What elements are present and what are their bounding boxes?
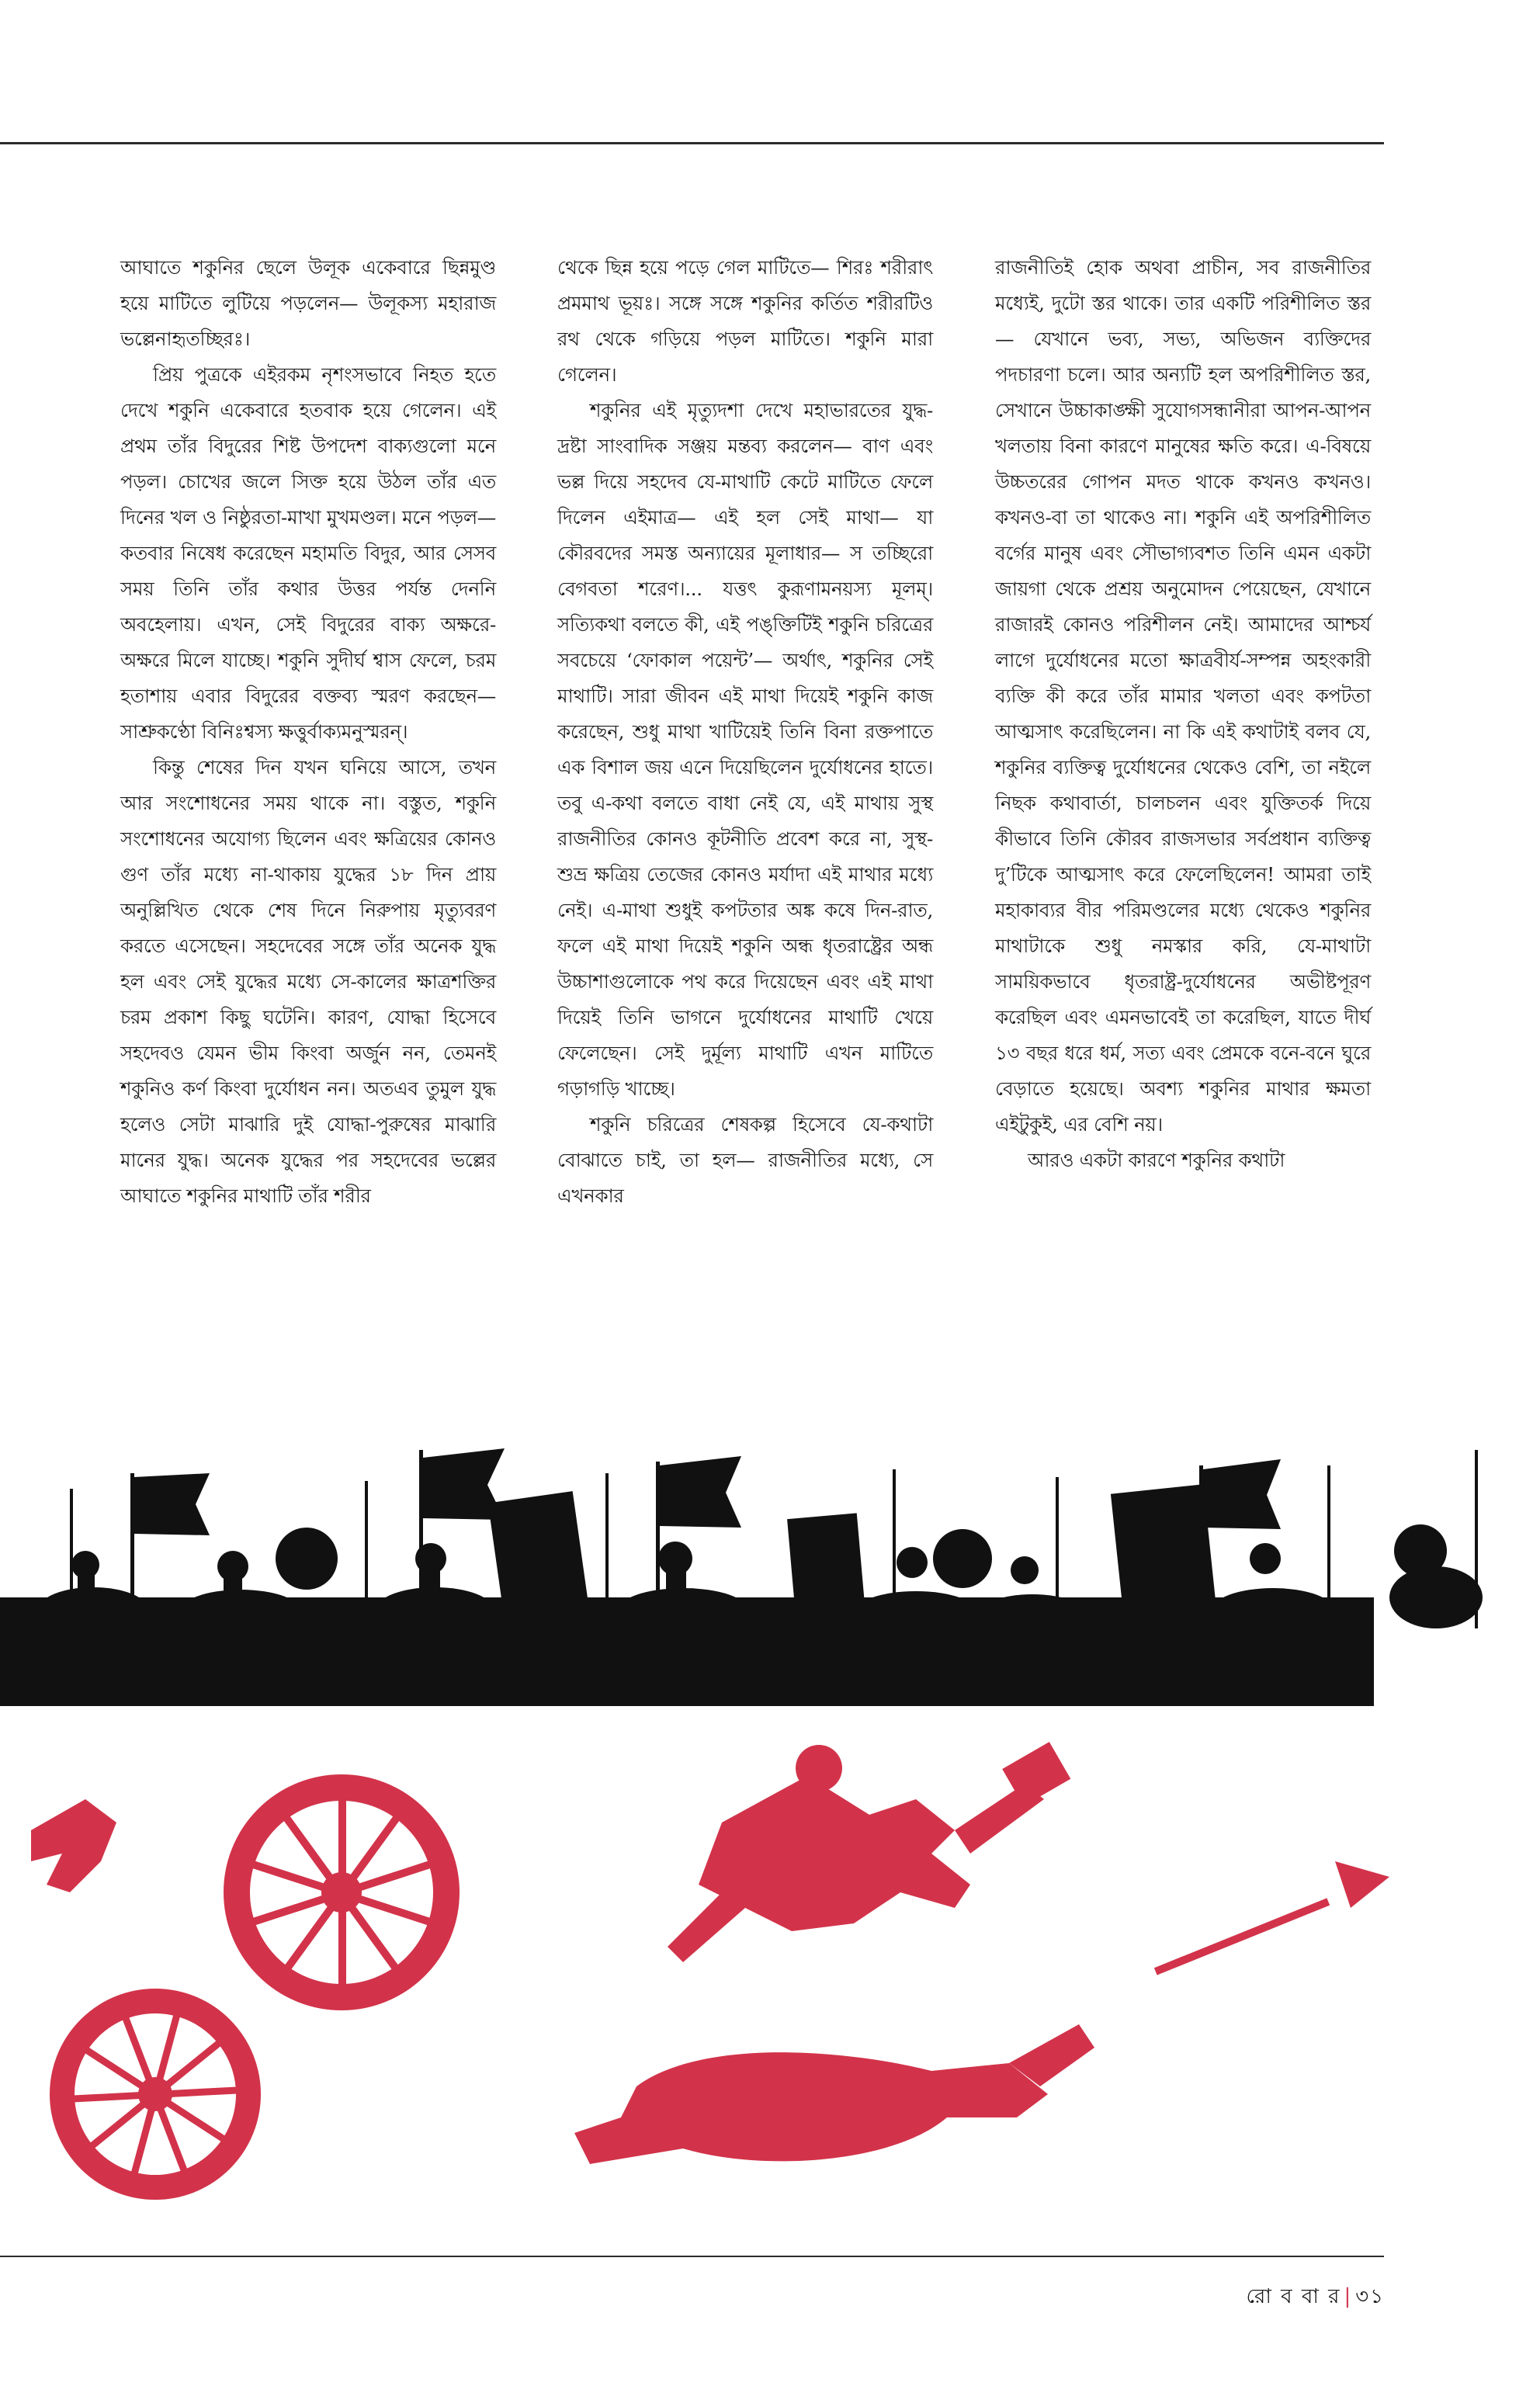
magazine-name: রো ব বা র: [1246, 2285, 1341, 2308]
paragraph: রাজনীতিই হোক অথবা প্রাচীন, সব রাজনীতির মধ্যেই, দুটো স্তর থাকে। তার একটি পরিশীলিত স্তর— যেখানে ভব্য, সভ্য, অভিজন ব্যক্তিদের পদচারণা চলে। আর অন্যটি হল অপরিশীলিত স্তর, সেখানে উচ্চাকাঙ্ক্ষী সুযোগসন্ধানীরা আপন-আপন খলতায় বিনা কারণে মানুষের ক্ষতি করে। এ-বিষয়ে উচ্চতরের গোপন মদত থাকে কখনও কখনও। কখনও-বা তা থাকেও না। শকুনি এই অপরিশীলিত বর্গের মানুষ এবং সৌভাগ্যবশত তিনি এমন একটা জায়গা থেকে প্রশ্রয় অনুমোদন পেয়েছেন, যেখানে রাজারই কোনও পরিশীলন নেই। আমাদের আশ্চর্য লাগে দুর্যোধনের মতো ক্ষাত্রবীর্য-সম্পন্ন অহংকারী ব্যক্তি কী করে তাঁর মামার খলতা এবং কপটতা আত্মসাৎ করেছিলেন। না কি এই কথাটাই বলব যে, শকুনির ব্যক্তিত্ব দুর্যোধনের থেকেও বেশি, তা নইলে নিছক কথাবার্তা, চালচলন এবং যুক্তিতর্ক দিয়ে কীভাবে তিনি কৌরব রাজসভার সর্বপ্রধান ব্যক্তিত্ব দু’টিকে আত্মসাৎ করে ফেলেছিলেন! আমরা তাই মহাকাব্যর বীর পরিমণ্ডলের মধ্যে থেকেও শকুনির মাথাটাকে শুধু নমস্কার করি, যে-মাথাটা সাময়িকভাবে ধৃতরাষ্ট্র-দুর্যোধনের অভীষ্টপূরণ করেছিল এবং এমনভাবেই তা করেছিল, যাতে দীর্ঘ ১৩ বছর ধরে ধর্ম, সত্য এবং প্রেমকে বনে-বনে ঘুরে বেড়াতে হয়েছে। অবশ্য শকুনির মাথার ক্ষমতা এইটুকুই, এর বেশি নয়।: [995, 256, 1371, 1136]
paragraph: শকুনির এই মৃত্যুদশা দেখে মহাভারতের যুদ্ধ-দ্রষ্টা সাংবাদিক সঞ্জয় মন্তব্য করলেন— বাণ এবং ভল্ল দিয়ে সহদেব যে-মাথাটি কেটে মাটিতে ফেলে দিলেন এইমাত্র— এই হল সেই মাথা— যা কৌরবদের সমস্ত অন্যায়ের মূলাধার— স তচ্ছিরো বেগবতা শরেণ।... যত্তৎ কুরূণামনয়স্য মূলম্। সত্যিকথা বলতে কী, এই পঙ্‌ক্তিটিই শকুনি চরিত্রের সবচেয়ে ‘ফোকাল পয়েন্ট’— অর্থাৎ, শকুনির সেই মাথাটি। সারা জীবন এই মাথা দিয়েই শকুনি কাজ করেছেন, শুধু মাথা খাটিয়েই তিনি বিনা রক্তপাতে এক বিশাল জয় এনে দিয়েছিলেন দুর্যোধনের হাতে। তবু এ-কথা বলতে বাধা নেই যে, এই মাথায় সুস্থ রাজনীতির কোনও কূটনীতি প্রবেশ করে না, সুস্থ-শুভ্র ক্ষত্রিয় তেজের কোনও মর্যাদা এই মাথার মধ্যে নেই। এ-মাথা শুধুই কপটতার অঙ্ক কষে দিন-রাত, ফলে এই মাথা দিয়েই শকুনি অন্ধ ধৃতরাষ্ট্রের অন্ধ উচ্চাশাগুলোকে পথ করে দিয়েছেন এবং এই মাথা দিয়েই তিনি ভাগনে দুর্যোধনের মাথাটি খেয়ে ফেলেছেন। সেই দুর্মূল্য মাথাটি এখন মাটিতে গড়াগড়ি খাচ্ছে।: [557, 399, 933, 1100]
chariot-wheel: [237, 1788, 446, 1997]
warrior-silhouette-illustration: [0, 1442, 1540, 1706]
page-number: ৩১: [1355, 2285, 1385, 2308]
page-footer: [1246, 2280, 1385, 2315]
paragraph: আরও একটা কারণে শকুনির কথাটা: [1028, 1149, 1285, 1171]
arrow: [1154, 1861, 1389, 1975]
paragraph: প্রিয় পুত্রকে এইরকম নৃশংসভাবে নিহত হতে দেখে শকুনি একেবারে হতবাক হয়ে গেলেন। এই প্রথম তাঁর বিদুরের শিষ্ট উপদেশ বাক্যগুলো মনে পড়ল। চোখের জলে সিক্ত হয়ে উঠল তাঁর এত দিনের খল ও নিষ্ঠুরতা-মাখা মুখমণ্ডল। মনে পড়ল— কতবার নিষেধ করেছেন মহামতি বিদুর, আর সেসব সময় তিনি তাঁর কথার উত্তর পর্যন্ত দেননি অবহেলায়। এখন, সেই বিদুরের বাক্য অক্ষরে-অক্ষরে মিলে যাচ্ছে। শকুনি সুদীর্ঘ শ্বাস ফেলে, চরম হতাশায় এবার বিদুরের বক্তব্য স্মরণ করছেন— সাশ্রুকণ্ঠো বিনিঃশ্বস্য ক্ষত্তুর্বাক্যমনুস্মরন্।: [120, 363, 496, 743]
warrior-figure: [668, 1742, 1070, 1962]
article-column-2: [557, 250, 933, 1214]
paragraph: শকুনি চরিত্রের শেষকল্প হিসেবে যে-কথাটা বোঝাতে চাই, তা হল— রাজনীতির মধ্যে, সে এখনকার: [557, 1113, 933, 1207]
warrior-hand: [31, 1799, 116, 1892]
chariot-battle-illustration: [0, 1729, 1540, 2226]
fallen-horse: [574, 2024, 1094, 2164]
bottom-rule: [0, 2256, 1384, 2257]
paragraph: আঘাতে শকুনির ছেলে উলূক একেবারে ছিন্নমুণ্ড হয়ে মাটিতে লুটিয়ে পড়লেন— উলূকস্য মহারাজ ভল্লেনাহৃতচ্ছিরঃ।: [120, 256, 496, 350]
top-rule: [0, 142, 1384, 144]
paragraph: কিন্তু শেষের দিন যখন ঘনিয়ে আসে, তখন আর সংশোধনের সময় থাকে না। বস্তুত, শকুনি সংশোধনের অযোগ্য ছিলেন এবং ক্ষত্রিয়ের কোনও গুণ তাঁর মধ্যে না-থাকায় যুদ্ধের ১৮ দিন প্রায় অনুল্লিখিত থেকে শেষ দিনে নিরুপায় মৃত্যুবরণ করতে এসেছেন। সহদেবের সঙ্গে তাঁর অনেক যুদ্ধ হল এবং সেই যুদ্ধের মধ্যে সে-কালের ক্ষাত্রশক্তির চরম প্রকাশ কিছু ঘটেনি। কারণ, যোদ্ধা হিসেবে সহদেবও যেমন ভীম কিংবা অর্জুন নন, তেমনই শকুনিও কর্ণ কিংবা দুর্যোধন নন। অতএব তুমুল যুদ্ধ হলেও সেটা মাঝারি দুই যোদ্ধা-পুরুষের মাঝারি মানের যুদ্ধ। অনেক যুদ্ধের পর সহদেবের ভল্লের আঘাতে শকুনির মাথাটি তাঁর শরীর: [120, 756, 496, 1207]
paragraph: থেকে ছিন্ন হয়ে পড়ে গেল মাটিতে— শিরঃ শরীরাৎ প্রমমাথ ভূয়ঃ। সঙ্গে সঙ্গে শকুনির কর্তিত শরীরটিও রথ থেকে গড়িয়ে পড়ল মাটিতে। শকুনি মারা গেলেন।: [557, 256, 933, 386]
footer-separator: |: [1344, 2285, 1353, 2308]
chariot-wheel: [62, 2001, 248, 2187]
article-column-1: [120, 250, 496, 1214]
article-column-3: [995, 250, 1371, 1178]
